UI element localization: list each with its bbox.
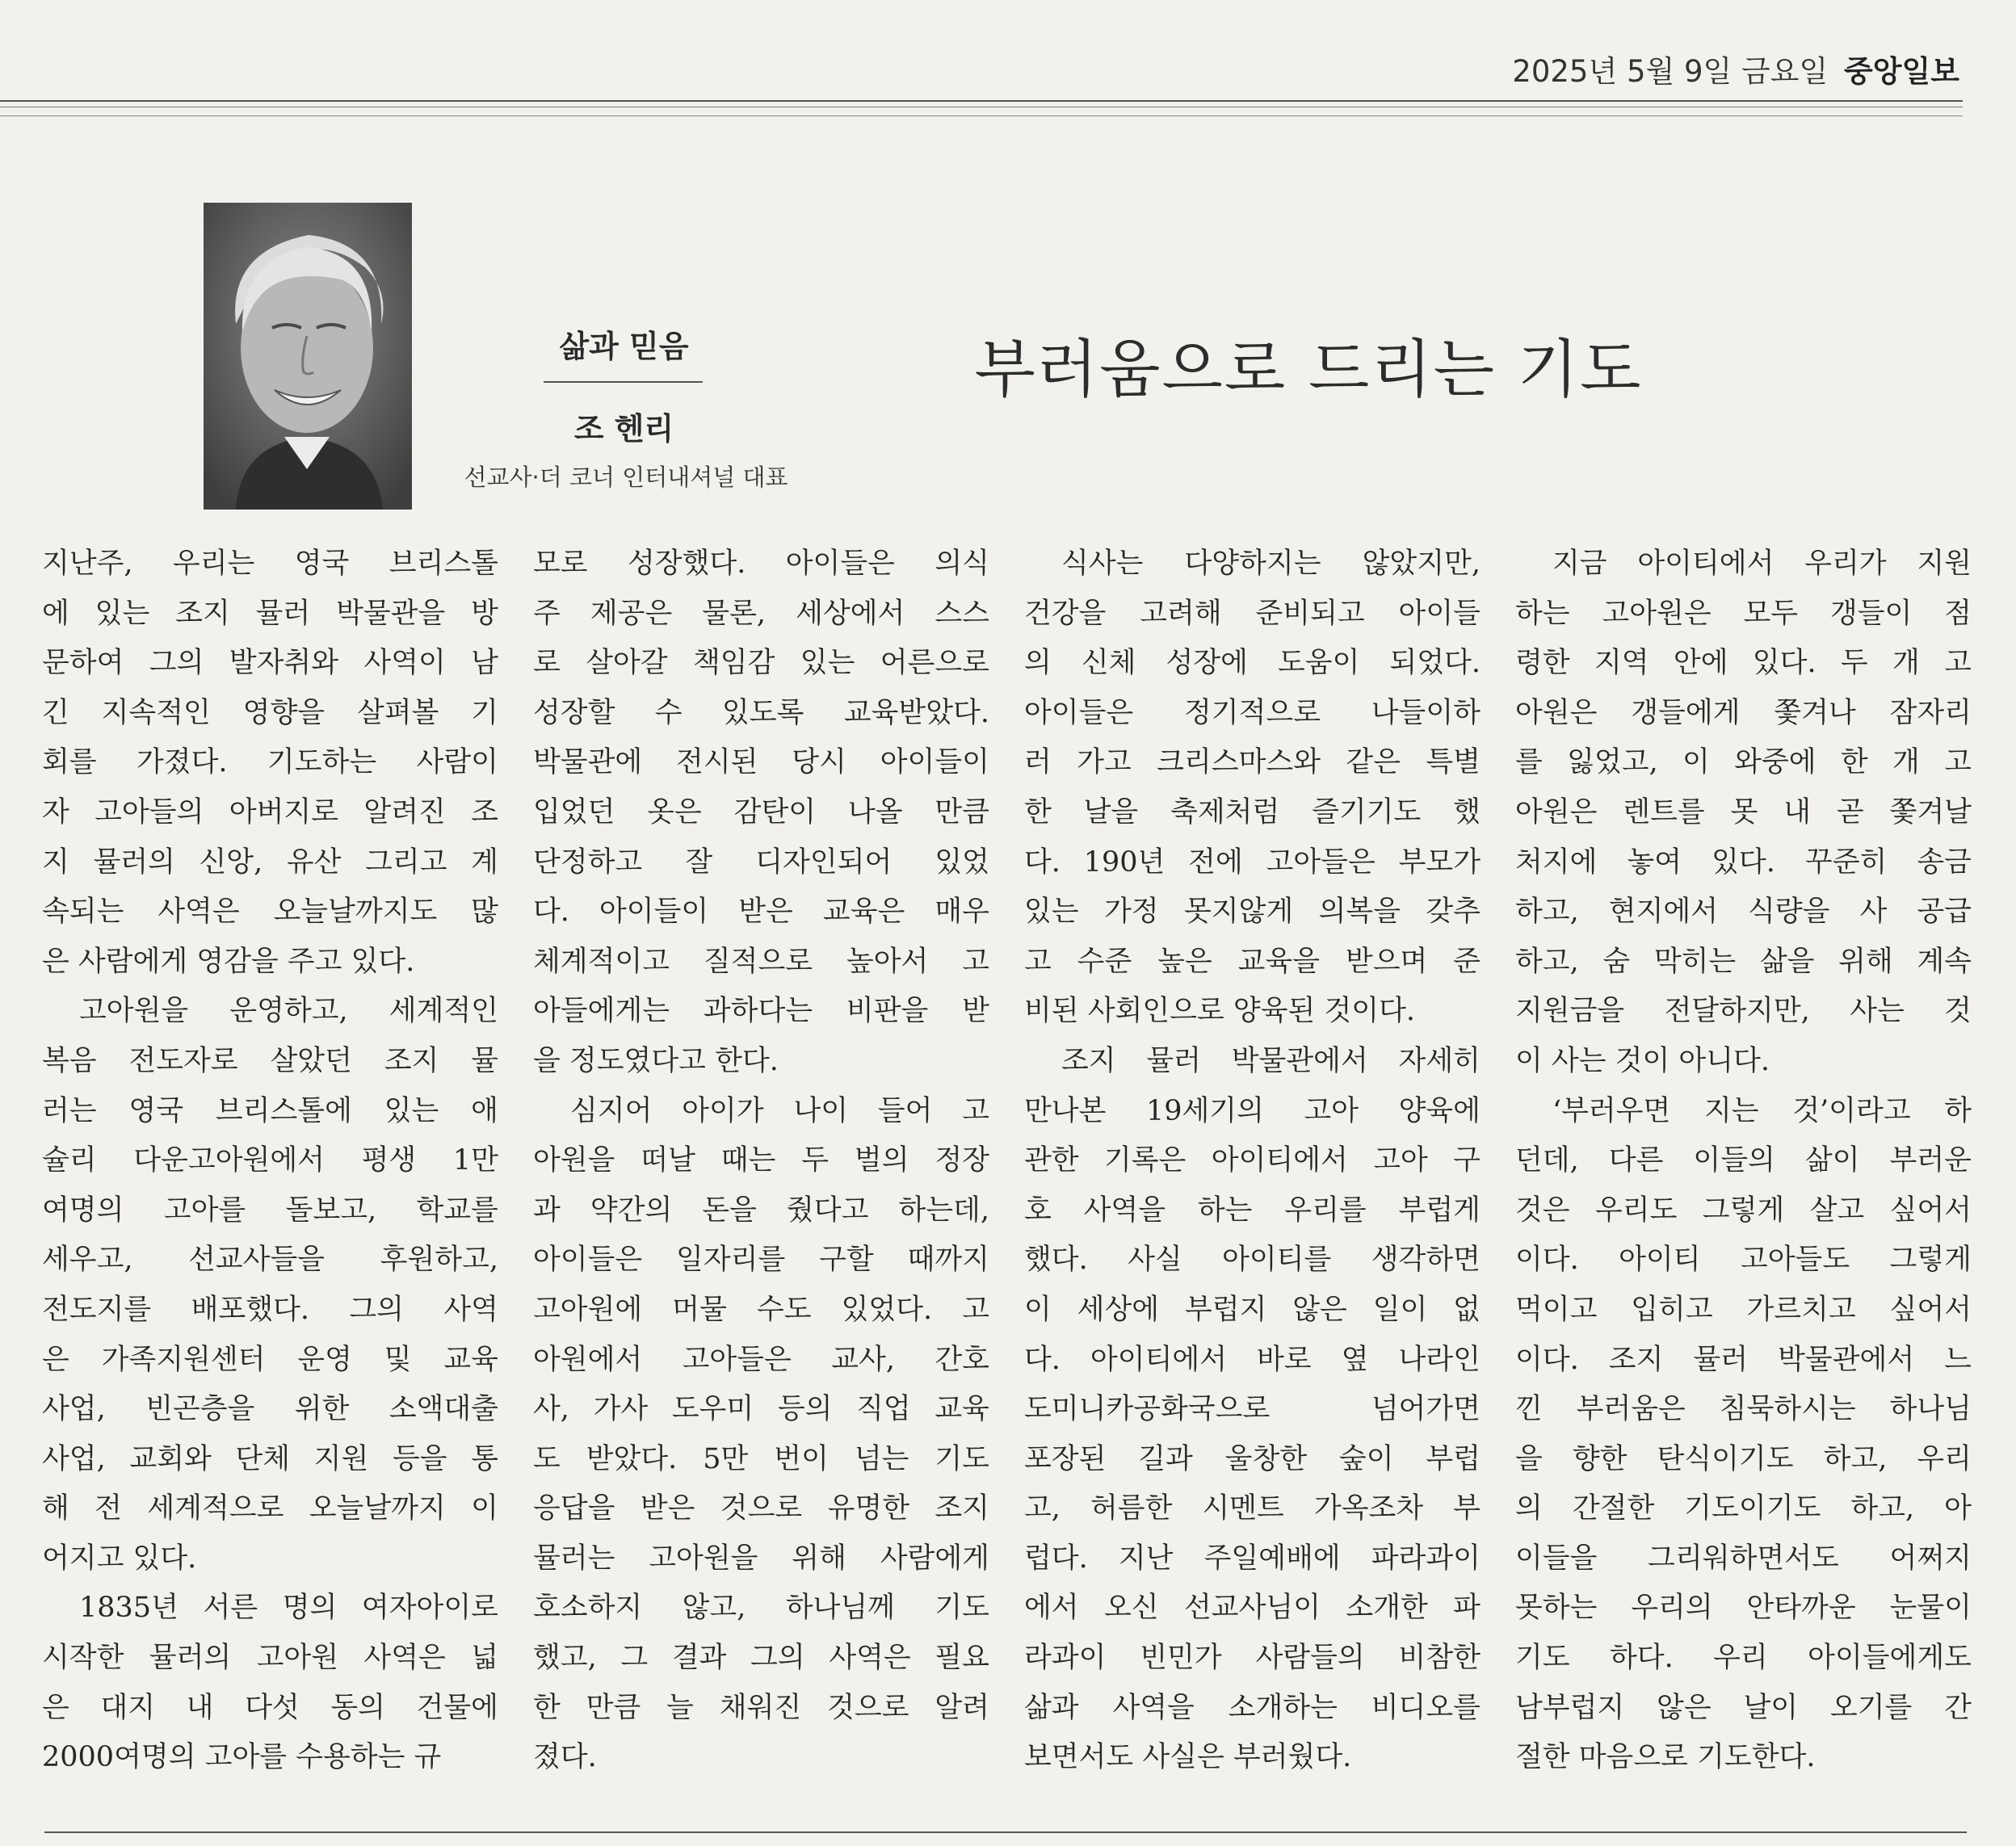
article-text-line: 다. 190년 전에 고아들은 부모가 bbox=[1024, 845, 1480, 879]
article-text-line: 시작한 뮬러의 고아원 사역은 넓 bbox=[42, 1642, 498, 1675]
article-text-line: 어지고 있다. bbox=[42, 1542, 197, 1575]
article-column-4 bbox=[1515, 539, 1972, 1783]
article-text-line: 은 가족지원센터 운영 및 교육 bbox=[42, 1343, 498, 1376]
article-text-line: 아이들은 일자리를 구할 때까지 bbox=[533, 1244, 989, 1277]
article-text-line: 단정하고 잘 디자인되어 있었 bbox=[533, 845, 989, 879]
article-text-line: 자 고아들의 아버지로 알려진 조 bbox=[42, 795, 498, 829]
article-text-line: 했다. 사실 아이티를 생각하면 bbox=[1024, 1244, 1480, 1277]
article-text-line: 러는 영국 브리스톨에 있는 애 bbox=[42, 1094, 498, 1127]
article-text-line: 로 살아갈 책임감 있는 어른으로 bbox=[533, 647, 989, 680]
article-text-line: 하고, 현지에서 식량을 사 공급 bbox=[1515, 896, 1972, 929]
masthead-rule bbox=[0, 100, 1963, 102]
article-text-line: 에 있는 조지 뮬러 박물관을 방 bbox=[42, 597, 498, 630]
author-title: 선교사·더 코너 인터내셔널 대표 bbox=[464, 464, 788, 491]
article-text-line: 아원을 떠날 때는 두 벌의 정장 bbox=[533, 1144, 989, 1177]
article-text-line: 세우고, 선교사들을 후원하고, bbox=[42, 1244, 498, 1277]
article-text-line: 체계적이고 질적으로 높아서 고 bbox=[533, 945, 989, 978]
article-text-line: 은 사람에게 영감을 주고 있다. bbox=[42, 945, 415, 978]
article-text-line: 심지어 아이가 나이 들어 고 bbox=[570, 1094, 989, 1127]
article-text-line: 과 약간의 돈을 줬다고 하는데, bbox=[533, 1194, 989, 1227]
article-text-line: 2000여명의 고아를 수용하는 규 bbox=[42, 1741, 442, 1774]
section-divider bbox=[544, 381, 703, 383]
article-text-line: 를 잃었고, 이 와중에 한 개 고 bbox=[1515, 746, 1972, 779]
article-text-line: 럽다. 지난 주일예배에 파라과이 bbox=[1024, 1542, 1480, 1575]
masthead bbox=[1512, 47, 1959, 90]
article-column-3 bbox=[1024, 539, 1480, 1783]
article-text-line: 지 뮬러의 신앙, 유산 그리고 계 bbox=[42, 845, 498, 879]
author-name: 조 헨리 bbox=[573, 411, 674, 447]
article-text-line: 박물관에 전시된 당시 아이들이 bbox=[533, 746, 989, 779]
article-text-line: 고 수준 높은 교육을 받으며 준 bbox=[1024, 945, 1480, 978]
article-text-line: 호 사역을 하는 우리를 부럽게 bbox=[1024, 1194, 1480, 1227]
article-text-line: 졌다. bbox=[533, 1741, 597, 1774]
article-text-line: 지원금을 전달하지만, 사는 것 bbox=[1515, 995, 1972, 1028]
article-text-line: 주 제공은 물론, 세상에서 스스 bbox=[533, 597, 989, 630]
article-text-line: 응답을 받은 것으로 유명한 조지 bbox=[533, 1492, 989, 1525]
article-text-line: 것은 우리도 그렇게 살고 싶어서 bbox=[1515, 1194, 1972, 1227]
issue-date: 2025년 5월 9일 금요일 bbox=[1512, 54, 1829, 89]
article-text-line: 슐리 다운고아원에서 평생 1만 bbox=[42, 1144, 498, 1177]
article-text-line: 다. 아이티에서 바로 옆 나라인 bbox=[1024, 1343, 1480, 1376]
article-text-line: 아원은 렌트를 못 내 곧 쫓겨날 bbox=[1515, 795, 1972, 829]
article-text-line: 이다. 아이티 고아들도 그렇게 bbox=[1515, 1244, 1972, 1277]
article-text-line: 모로 성장했다. 아이들은 의식 bbox=[533, 548, 989, 580]
article-text-line: 도미니카공화국으로 넘어가면 bbox=[1024, 1393, 1480, 1426]
article-text-line: 의 신체 성장에 도움이 되었다. bbox=[1024, 647, 1480, 680]
bottom-rule bbox=[44, 1831, 1967, 1833]
article-text-line: 만나본 19세기의 고아 양육에 bbox=[1024, 1094, 1480, 1127]
article-headline: 부러움으로 드리는 기도 bbox=[974, 334, 1643, 406]
article-text-line: 에서 오신 선교사님이 소개한 파 bbox=[1024, 1592, 1480, 1625]
newspaper-logo: 중앙일보 bbox=[1844, 54, 1959, 89]
article-text-line: 사업, 빈곤층을 위한 소액대출 bbox=[42, 1393, 498, 1426]
article-text-line: 건강을 고려해 준비되고 아이들 bbox=[1024, 597, 1480, 630]
article-text-line: 식사는 다양하지는 않았지만, bbox=[1061, 548, 1480, 580]
article-text-line: 아들에게는 과하다는 비판을 받 bbox=[533, 995, 989, 1028]
article-text-line: 하고, 숨 막히는 삶을 위해 계속 bbox=[1515, 945, 1972, 978]
article-text-line: 고아원에 머물 수도 있었다. 고 bbox=[533, 1293, 989, 1326]
article-text-line: 문하여 그의 발자취와 사역이 남 bbox=[42, 647, 498, 680]
article-text-line: 한 만큼 늘 채워진 것으로 알려 bbox=[533, 1691, 989, 1724]
article-text-line: 지난주, 우리는 영국 브리스톨 bbox=[42, 548, 498, 580]
article-text-line: 아이들은 정기적으로 나들이하 bbox=[1024, 696, 1480, 729]
article-text-line: 있는 가정 못지않게 의복을 갖추 bbox=[1024, 896, 1480, 929]
article-text-line: 낀 부러움은 침묵하시는 하나님 bbox=[1515, 1393, 1972, 1426]
article-text-line: 이다. 조지 뮬러 박물관에서 느 bbox=[1515, 1343, 1972, 1376]
article-text-line: 지금 아이티에서 우리가 지원 bbox=[1552, 548, 1972, 580]
article-text-line: 한 날을 축제처럼 즐기기도 했 bbox=[1024, 795, 1480, 829]
article-text-line: 을 향한 탄식이기도 하고, 우리 bbox=[1515, 1442, 1972, 1475]
article-text-line: 해 전 세계적으로 오늘날까지 이 bbox=[42, 1492, 498, 1525]
author-photo bbox=[204, 203, 412, 510]
article-text-line: 1835년 서른 명의 여자아이로 bbox=[79, 1592, 498, 1625]
article-column-1 bbox=[42, 539, 498, 1783]
article-text-line: 성장할 수 있도록 교육받았다. bbox=[533, 696, 989, 729]
article-text-line: ‘부러우면 지는 것’이라고 하 bbox=[1552, 1094, 1972, 1127]
article-text-line: 입었던 옷은 감탄이 나올 만큼 bbox=[533, 795, 989, 829]
article-text-line: 라과이 빈민가 사람들의 비참한 bbox=[1024, 1642, 1480, 1675]
article-text-line: 관한 기록은 아이티에서 고아 구 bbox=[1024, 1144, 1480, 1177]
article-text-line: 포장된 길과 울창한 숲이 부럽 bbox=[1024, 1442, 1480, 1475]
article-text-line: 사업, 교회와 단체 지원 등을 통 bbox=[42, 1442, 498, 1475]
article-text-line: 여명의 고아를 돌보고, 학교를 bbox=[42, 1194, 498, 1227]
article-text-line: 의 간절한 기도이기도 하고, 아 bbox=[1515, 1492, 1972, 1525]
article-text-line: 러 가고 크리스마스와 같은 특별 bbox=[1024, 746, 1480, 779]
article-text-line: 복음 전도자로 살았던 조지 뮬 bbox=[42, 1044, 498, 1077]
article-text-line: 회를 가졌다. 기도하는 사람이 bbox=[42, 746, 498, 779]
article-text-line: 긴 지속적인 영향을 살펴볼 기 bbox=[42, 696, 498, 729]
article-text-line: 기도 하다. 우리 아이들에게도 bbox=[1515, 1642, 1972, 1675]
article-text-line: 도 받았다. 5만 번이 넘는 기도 bbox=[533, 1442, 989, 1475]
article-text-line: 삶과 사역을 소개하는 비디오를 bbox=[1024, 1691, 1480, 1724]
article-text-line: 사, 가사 도우미 등의 직업 교육 bbox=[533, 1393, 989, 1426]
article-text-line: 이 세상에 부럽지 않은 일이 없 bbox=[1024, 1293, 1480, 1326]
article-text-line: 이들을 그리워하면서도 어쩌지 bbox=[1515, 1542, 1972, 1575]
article-text-line: 전도지를 배포했다. 그의 사역 bbox=[42, 1293, 498, 1326]
article-text-line: 고, 허름한 시멘트 가옥조차 부 bbox=[1024, 1492, 1480, 1525]
article-text-line: 아원에서 고아들은 교사, 간호 bbox=[533, 1343, 989, 1376]
article-text-line: 호소하지 않고, 하나님께 기도 bbox=[533, 1592, 989, 1625]
article-text-line: 던데, 다른 이들의 삶이 부러운 bbox=[1515, 1144, 1972, 1177]
article-text-line: 처지에 놓여 있다. 꾸준히 송금 bbox=[1515, 845, 1972, 879]
article-text-line: 했고, 그 결과 그의 사역은 필요 bbox=[533, 1642, 989, 1675]
article-text-line: 하는 고아원은 모두 갱들이 점 bbox=[1515, 597, 1972, 630]
article-text-line: 보면서도 사실은 부러웠다. bbox=[1024, 1741, 1352, 1774]
article-text-line: 비된 사회인으로 양육된 것이다. bbox=[1024, 995, 1416, 1028]
article-text-line: 뮬러는 고아원을 위해 사람에게 bbox=[533, 1542, 989, 1575]
article-text-line: 조지 뮬러 박물관에서 자세히 bbox=[1061, 1044, 1480, 1077]
article-text-line: 다. 아이들이 받은 교육은 매우 bbox=[533, 896, 989, 929]
article-text-line: 남부럽지 않은 날이 오기를 간 bbox=[1515, 1691, 1972, 1724]
article-text-line: 이 사는 것이 아니다. bbox=[1515, 1044, 1770, 1077]
article-text-line: 속되는 사역은 오늘날까지도 많 bbox=[42, 896, 498, 929]
article-text-line: 고아원을 운영하고, 세계적인 bbox=[79, 995, 498, 1028]
article-text-line: 은 대지 내 다섯 동의 건물에 bbox=[42, 1691, 498, 1724]
article-text-line: 을 정도였다고 한다. bbox=[533, 1044, 779, 1077]
article-text-line: 아원은 갱들에게 쫓겨나 잠자리 bbox=[1515, 696, 1972, 729]
column-section-label: 삶과 믿음 bbox=[559, 329, 689, 364]
article-text-line: 절한 마음으로 기도한다. bbox=[1515, 1741, 1816, 1774]
masthead-rule-thin-2 bbox=[0, 115, 1963, 116]
article-text-line: 먹이고 입히고 가르치고 싶어서 bbox=[1515, 1293, 1972, 1326]
article-column-2 bbox=[533, 539, 989, 1783]
article-text-line: 못하는 우리의 안타까운 눈물이 bbox=[1515, 1592, 1972, 1625]
article-text-line: 령한 지역 안에 있다. 두 개 고 bbox=[1515, 647, 1972, 680]
